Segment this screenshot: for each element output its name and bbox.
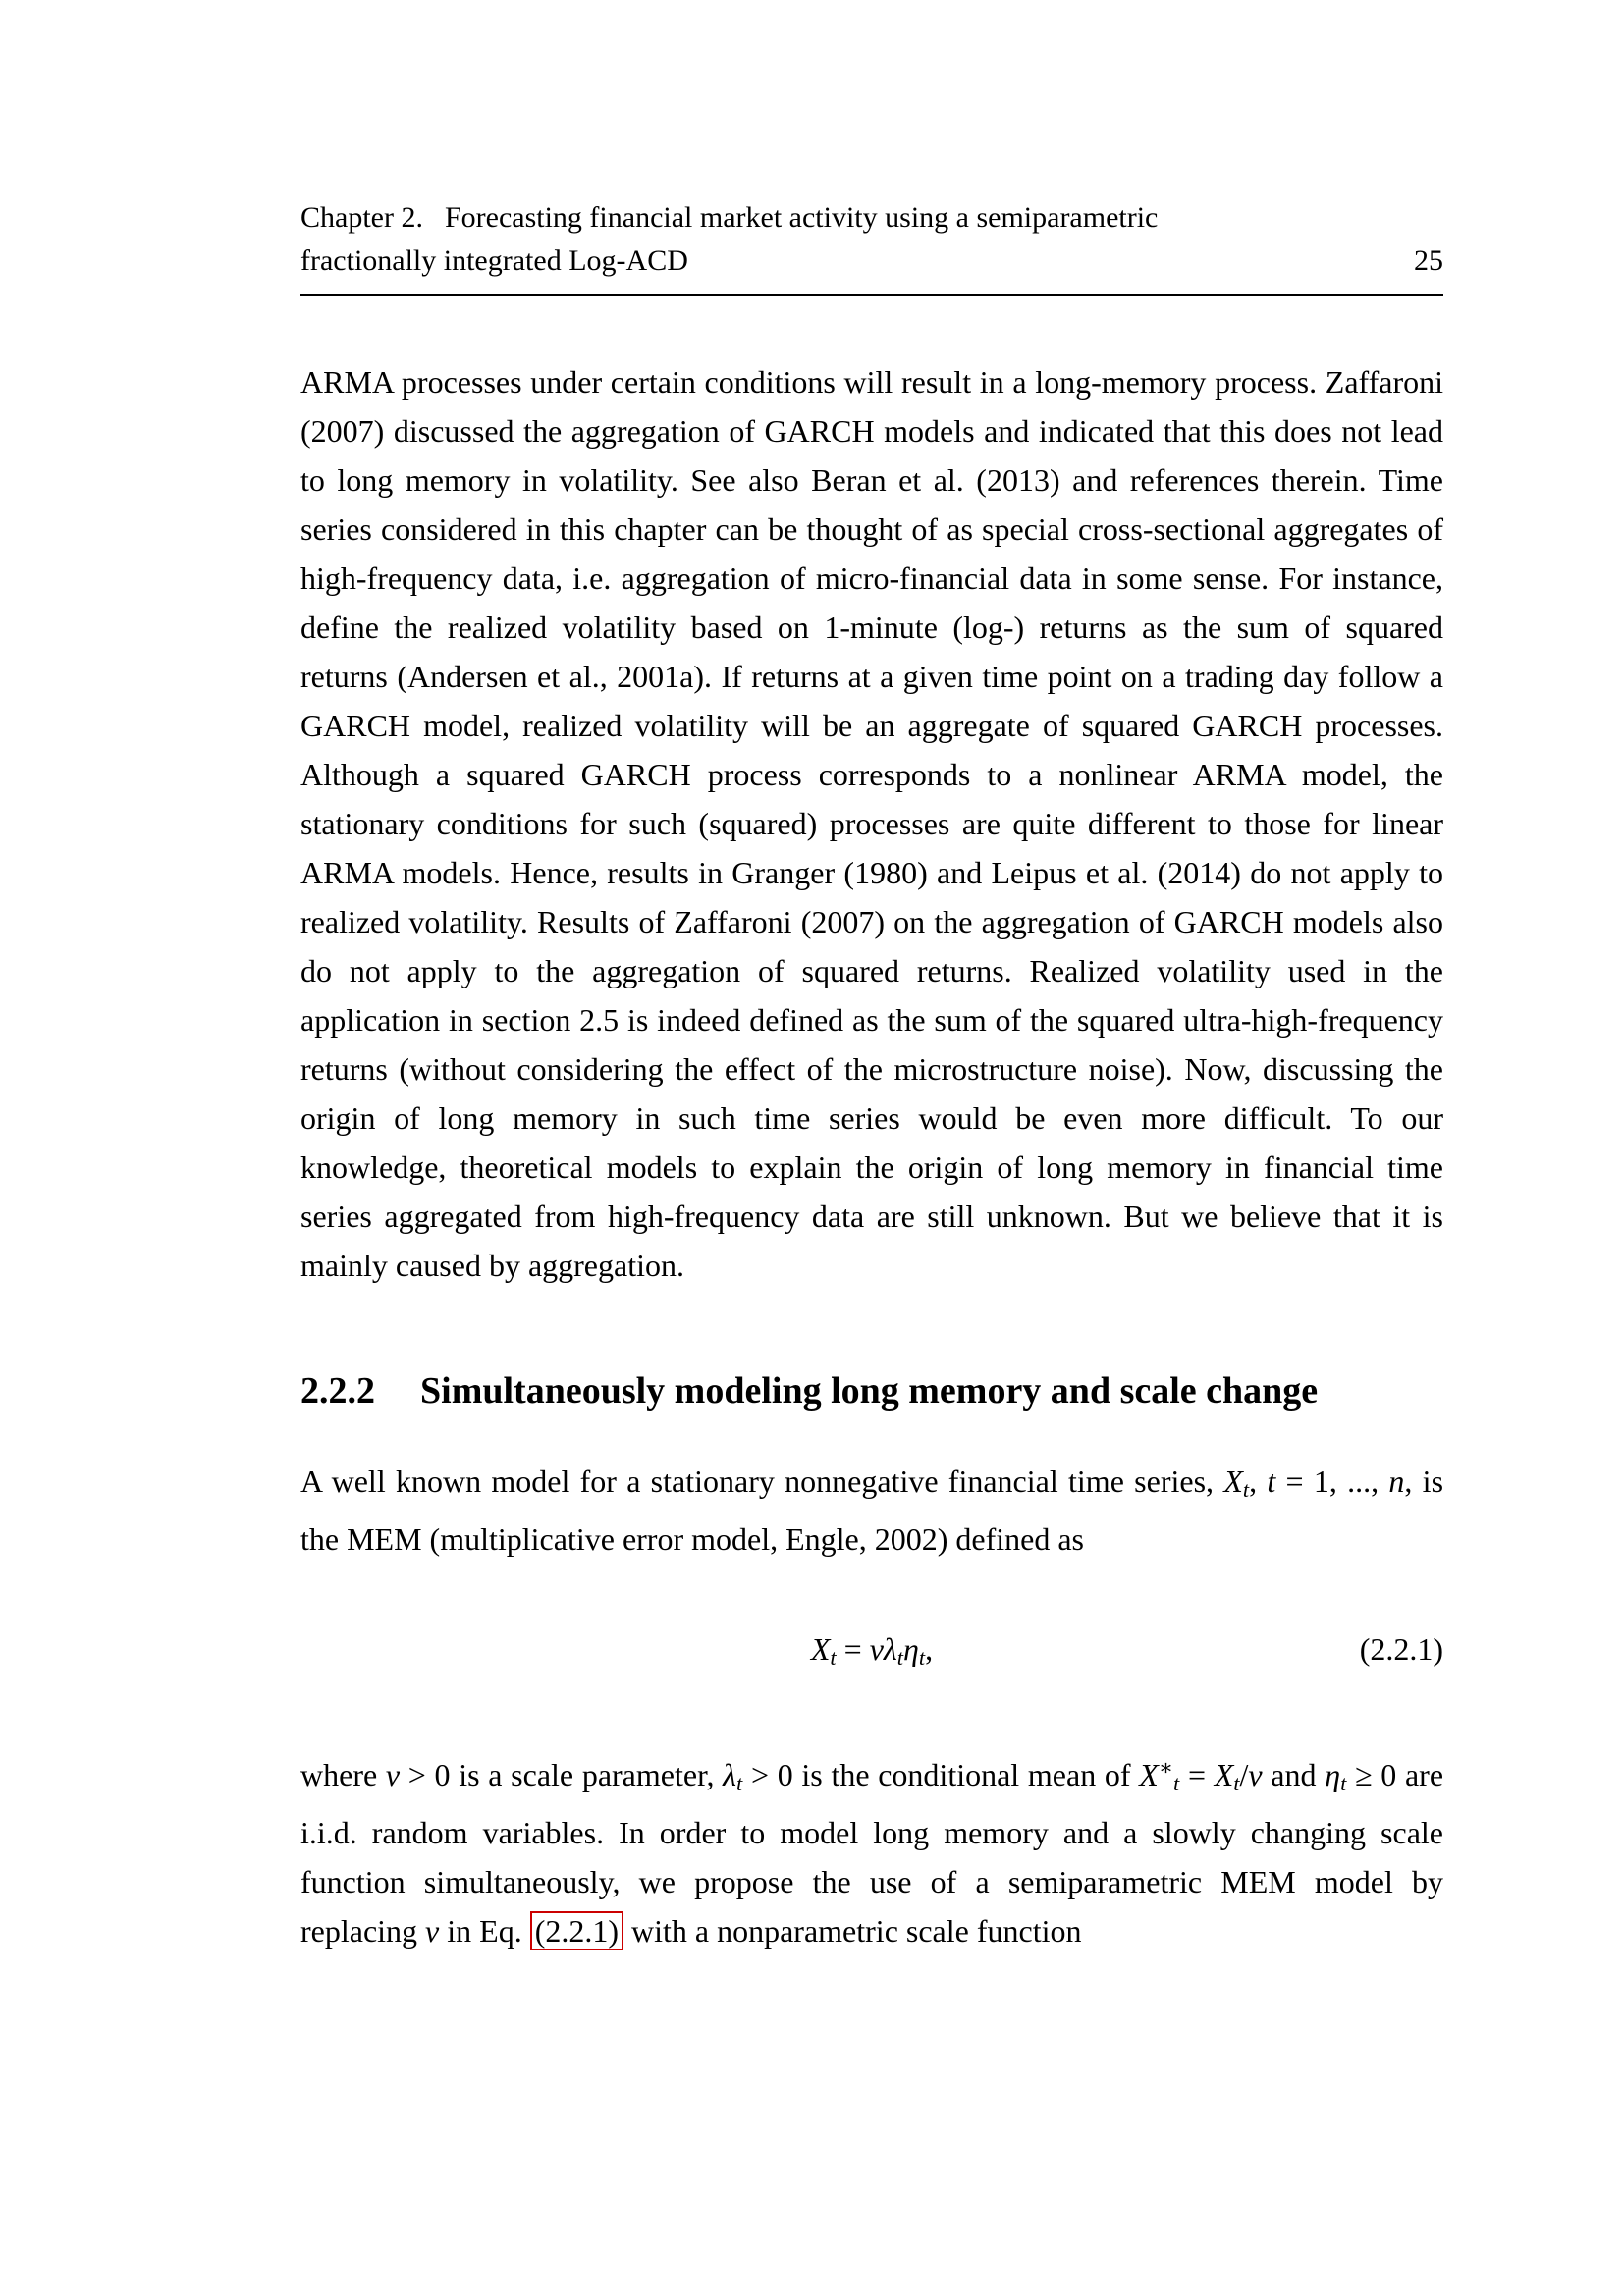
math-sub-t: t [1233, 1770, 1240, 1795]
header-rule [300, 294, 1443, 296]
header-line2 [300, 240, 1443, 283]
math-sub-t: t [918, 1644, 926, 1670]
text-run: , is the MEM (multiplicative error model, Engle, 2002) defined as [300, 1464, 1444, 1557]
text-run: = [1179, 1757, 1215, 1793]
math-sub-t: t [736, 1770, 743, 1795]
math-X: X [810, 1630, 831, 1667]
math-X: X [1214, 1757, 1234, 1793]
math-sup-star: ∗ [1158, 1754, 1174, 1780]
text-run: with a nonparametric scale function [623, 1912, 1082, 1949]
math-sub-t: t [1340, 1770, 1347, 1795]
math-sub-t: t [896, 1644, 903, 1670]
page-number: 25 [1414, 244, 1443, 277]
page-header [300, 196, 1443, 296]
math-X: X [1223, 1464, 1243, 1499]
text-run: > 0 is a scale parameter, [400, 1757, 724, 1793]
text-run: A well known model for a stationary nonnegative financial time series, [300, 1464, 1224, 1499]
paragraph-3 [300, 1743, 1443, 1955]
chapter-label: Chapter 2. [300, 201, 423, 234]
equation-block [300, 1625, 1443, 1682]
math-sub-t: t [1242, 1476, 1250, 1502]
math-n: n [1388, 1464, 1405, 1499]
equation-number: (2.2.1) [1359, 1630, 1443, 1667]
math-sub-t: t [830, 1644, 837, 1670]
text-run: ≥ 0 are i.i.d. random variables. In order to model long memory and a slowly changing scale function simultaneously, we propose the use of a semiparametric MEM model by replacing [300, 1757, 1444, 1949]
eqref-2.2.1-link[interactable]: (2.2.1) [530, 1911, 623, 1950]
paragraph-1: ARMA processes under certain conditions will result in a long-memory process. Zaffaroni (2007) discussed the aggregation of GARCH models and indicated that this does not lead to long memory in volatility. See also Beran et al. (2013) and references therein. Time series considered in this chapter can be thought of as special cross-sectional aggregates of high-frequency data, i.e. aggregation of micro-financial data in some sense. For instance, define the realized volatility based on 1-minute (log-) returns as the sum of squared returns (Andersen et al., 2001a). If returns at a given time point on a trading day follow a GARCH model, realized volatility will be an aggregate of squared GARCH processes. Although a squared GARCH process corresponds to a nonlinear ARMA model, the stationary conditions for such (squared) processes are quite different to those for linear ARMA models. Hence, results in Granger (1980) and Leipus et al. (2014) do not apply to realized volatility. Results of Zaffaroni (2007) on the aggregation of GARCH models also do not apply to the aggregation of squared returns. Realized volatility used in the application in section 2.5 is indeed defined as the sum of the squared ultra-high-frequency returns (without considering the effect of the microstructure noise). Now, discussing the origin of long memory in such time series would be even more difficult. To our knowledge, theoretical models to explain the origin of long memory in financial time series aggregated from high-frequency data are still unknown. But we believe that it is mainly caused by aggregation. [300, 364, 1443, 1283]
header-line1 [300, 196, 1443, 240]
text-run: , [925, 1630, 934, 1667]
text-run: in Eq. [439, 1912, 530, 1949]
section-title: Simultaneously modeling long memory and scale change [420, 1370, 1319, 1412]
math-lambda: λ [723, 1757, 737, 1793]
math-lambda: λ [883, 1630, 897, 1667]
math-nu: ν [425, 1912, 440, 1949]
text-run: = [836, 1630, 870, 1667]
math-nu: ν [1248, 1757, 1263, 1793]
header-title-line1: Forecasting financial market activity using a semiparametric [444, 201, 1159, 234]
equation-content [300, 1625, 1443, 1682]
math-eta: η [1325, 1757, 1341, 1793]
text-run: > 0 is the conditional mean of [742, 1757, 1140, 1793]
text-run: where [300, 1757, 386, 1793]
section-heading [300, 1366, 1443, 1415]
text-run: , [1249, 1464, 1268, 1499]
math-X: X [1139, 1757, 1159, 1793]
math-nu: ν [385, 1757, 401, 1793]
header-title-line2: fractionally integrated Log-ACD [300, 244, 688, 277]
section-number: 2.2.2 [300, 1370, 375, 1412]
math-nu: ν [869, 1630, 884, 1667]
text-run: / [1239, 1757, 1249, 1793]
math-eta: η [903, 1630, 919, 1667]
math-sub-t: t [1173, 1770, 1180, 1795]
text-column [300, 196, 1443, 1955]
text-run: = 1, ..., [1275, 1464, 1389, 1499]
math-t: t [1267, 1464, 1276, 1499]
paragraph-2 [300, 1457, 1443, 1564]
text-run: and [1262, 1757, 1326, 1793]
